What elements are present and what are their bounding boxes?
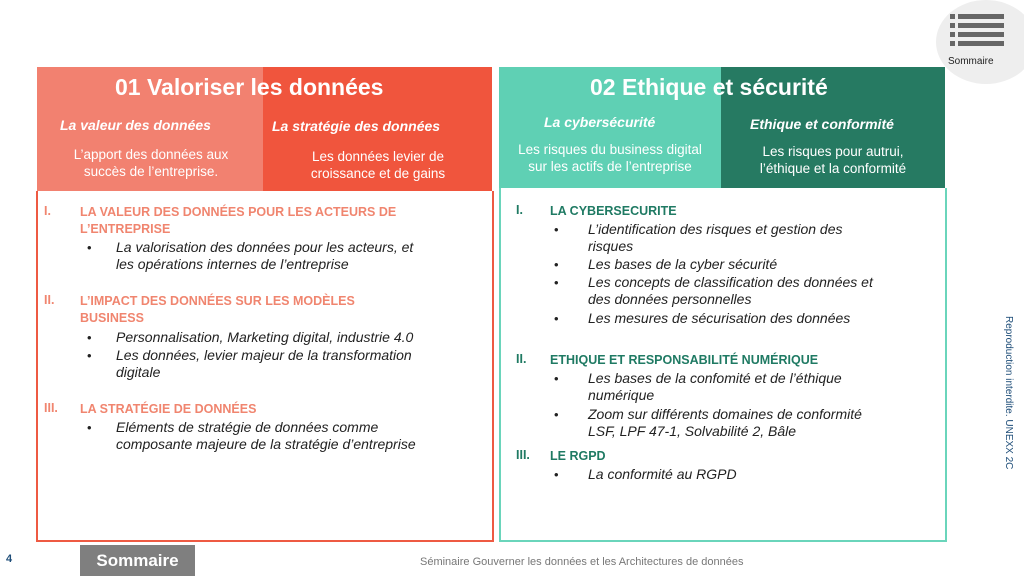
p2-sec2-title: ETHIQUE ET RESPONSABILITÉ NUMÉRIQUE xyxy=(550,353,819,367)
p2-sec3-bullet1: La conformité au RGPD xyxy=(588,466,737,482)
p1-sec3-bullet1: Eléments de stratégie de données comme composante majeure de la stratégie d’entreprise xyxy=(116,419,416,452)
panel2-right-subtitle: Ethique et conformité xyxy=(750,116,894,132)
sommaire-button[interactable]: Sommaire xyxy=(80,545,195,576)
p1-sec2-bullet1: Personnalisation, Marketing digital, industrie 4.0 xyxy=(116,329,414,345)
p2-sec1-bullet4: Les mesures de sécurisation des données xyxy=(588,310,851,326)
p1-sec1-title: LA VALEUR DES DONNÉES POUR LES ACTEURS DE L’ENTREPRISE xyxy=(80,205,397,236)
panel1-left-text: L’apport des données aux succès de l’entreprise. xyxy=(73,147,229,179)
p2-sec1-bullet1: L’identification des risques et gestion des risques xyxy=(588,221,843,254)
list-icon xyxy=(958,14,1004,50)
sommaire-nav-label: Sommaire xyxy=(948,56,994,67)
p2-sec2-num: II. xyxy=(516,352,527,366)
p1-sec2-title: L’IMPACT DES DONNÉES SUR LES MODÈLES BUSINESS xyxy=(80,294,355,325)
panel1-right-subtitle: La stratégie des données xyxy=(272,118,441,134)
footer-caption: Séminaire Gouverner les données et les Architectures de données xyxy=(420,556,744,568)
p1-sec3-num: III. xyxy=(44,401,58,415)
p2-sec1-bullet2: Les bases de la cyber sécurité xyxy=(588,256,778,272)
panel2-title: 02 Ethique et sécurité xyxy=(590,74,828,100)
panel2-left-text: Les risques du business digital sur les actifs de l’entreprise xyxy=(518,142,702,174)
p2-sec1-num: I. xyxy=(516,203,523,217)
p2-sec1-title: LA CYBERSECURITE xyxy=(550,204,677,218)
p2-sec2-bullet1: Les bases de la confomité et de l’éthique numérique xyxy=(588,370,842,403)
panel2-right-text: Les risques pour autrui, l’éthique et la conformité xyxy=(759,144,907,176)
p1-sec2-bullet2: Les données, levier majeur de la transformation digitale xyxy=(116,347,412,380)
panel1-right-text: Les données levier de croissance et de gains xyxy=(310,149,446,181)
panel2-left-subtitle: La cybersécurité xyxy=(544,114,656,130)
p2-sec1-bullet3: Les concepts de classification des données et des données personnelles xyxy=(588,274,873,307)
panel1-left-subtitle: La valeur des données xyxy=(60,117,211,133)
p1-sec1-num: I. xyxy=(44,204,51,218)
p1-sec1-bullet1: La valorisation des données pour les acteurs, et les opérations internes de l’entreprise xyxy=(116,239,414,272)
copyright-side-text: Reproduction interdite. UNEXX 2C xyxy=(1003,316,1014,470)
sommaire-nav-button[interactable] xyxy=(936,0,1024,84)
p1-sec3-title: LA STRATÉGIE DE DONNÉES xyxy=(80,402,257,416)
panel1-title: 01 Valoriser les données xyxy=(115,74,384,100)
p2-sec3-num: III. xyxy=(516,448,530,462)
page-number: 4 xyxy=(6,553,13,565)
p2-sec3-title: LE RGPD xyxy=(550,449,606,463)
p1-sec2-num: II. xyxy=(44,293,55,307)
p2-sec2-bullet2: Zoom sur différents domaines de conformité LSF, LPF 47-1, Solvabilité 2, Bâle xyxy=(588,406,862,439)
